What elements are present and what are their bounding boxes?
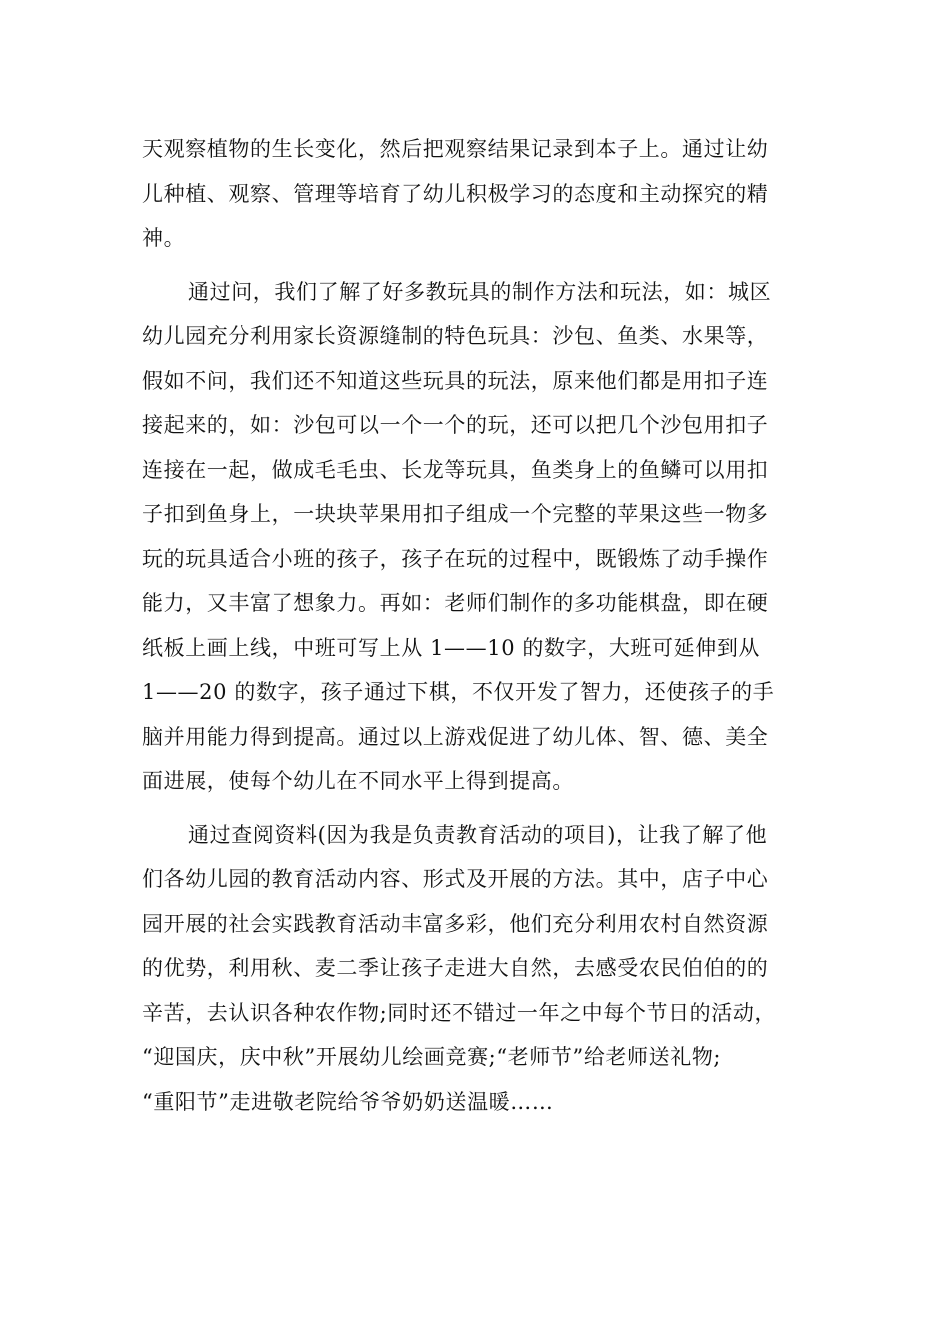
text-line: 1——20 的数字，孩子通过下棋，不仅开发了智力，还使孩子的手 [142, 680, 775, 704]
text-line: 子扣到鱼身上，一块块苹果用扣子组成一个完整的苹果这些一物多 [142, 502, 769, 526]
document-body [142, 127, 810, 1124]
text-line: 能力，又丰富了想象力。再如：老师们制作的多功能棋盘，即在硬 [142, 591, 769, 615]
text-line: 儿种植、观察、管理等培育了幼儿积极学习的态度和主动探究的精 [142, 181, 769, 206]
text-line: 幼儿园充分利用家长资源缝制的特色玩具：沙包、鱼类、水果等， [142, 324, 769, 348]
text-line: 辛苦，去认识各种农作物;同时还不错过一年之中每个节日的活动， [142, 1000, 777, 1025]
paragraph [142, 813, 810, 1125]
text-line: 神。 [142, 226, 186, 250]
text-line: 接起来的，如：沙包可以一个一个的玩，还可以把几个沙包用扣子 [142, 413, 769, 437]
text-line: 天观察植物的生长变化，然后把观察结果记录到本子上。通过让幼 [142, 137, 769, 161]
text-line: 连接在一起，做成毛毛虫、长龙等玩具，鱼类身上的鱼鳞可以用扣 [142, 457, 769, 482]
text-line: 假如不问，我们还不知道这些玩具的玩法，原来他们都是用扣子连 [142, 368, 769, 393]
text-line: 通过问，我们了解了好多教玩具的制作方法和玩法，如：城区 [188, 279, 772, 304]
text-line: 面进展，使每个幼儿在不同水平上得到提高。 [142, 769, 574, 793]
text-line: “重阳节”走进敬老院给爷爷奶奶送温暖…… [142, 1089, 554, 1114]
text-line: “迎国庆，庆中秋”开展幼儿绘画竞赛;“老师节”给老师送礼物; [142, 1045, 722, 1069]
paragraph [142, 270, 810, 804]
text-line: 园开展的社会实践教育活动丰富多彩，他们充分利用农村自然资源 [142, 911, 769, 936]
text-line: 玩的玩具适合小班的孩子，孩子在玩的过程中，既锻炼了动手操作 [142, 546, 769, 571]
text-line: 的优势，利用秋、麦二季让孩子走进大自然，去感受农民伯伯的的 [142, 956, 769, 980]
text-line: 脑并用能力得到提高。通过以上游戏促进了幼儿体、智、德、美全 [142, 724, 769, 749]
text-line: 们各幼儿园的教育活动内容、形式及开展的方法。其中，店子中心 [142, 867, 769, 891]
text-line: 通过查阅资料(因为我是负责教育活动的项目)，让我了解了他 [188, 822, 768, 847]
text-line: 纸板上画上线，中班可写上从 1——10 的数字，大班可延伸到从 [142, 635, 761, 660]
paragraph [142, 127, 810, 261]
